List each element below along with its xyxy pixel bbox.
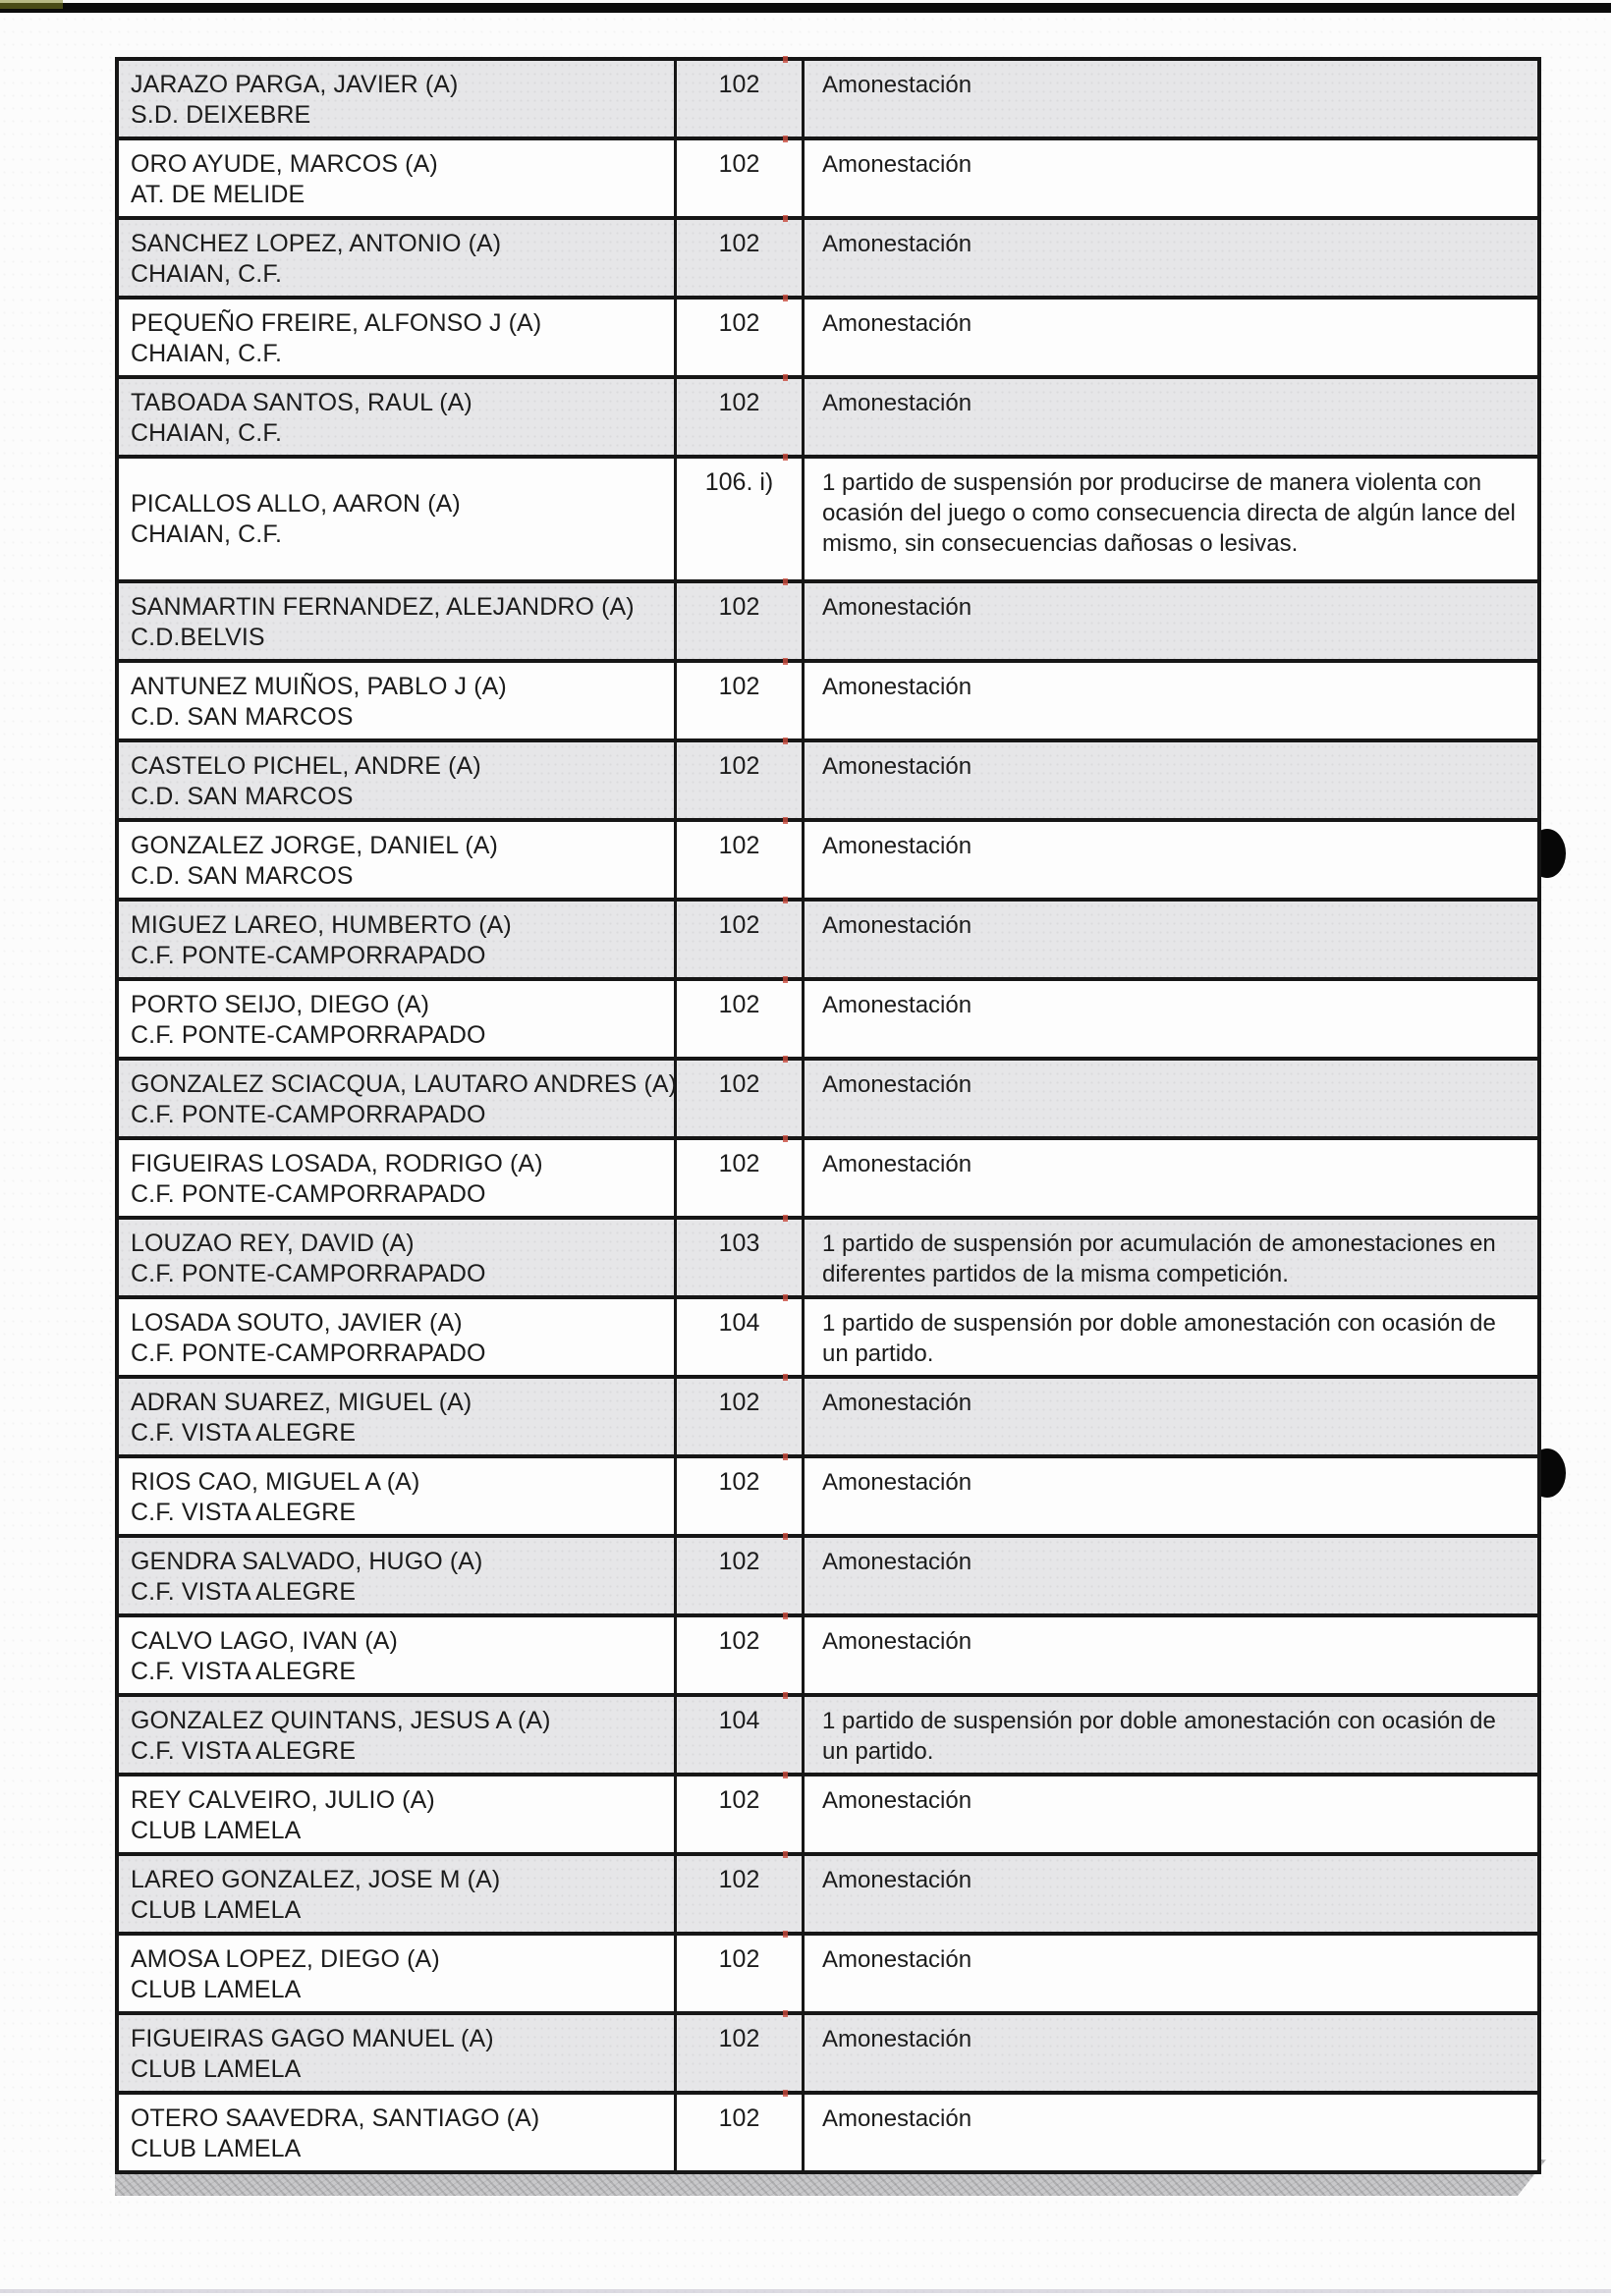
table-row: [119, 220, 1537, 300]
table-row: [119, 1856, 1537, 1936]
table-row: [119, 459, 1537, 583]
sanction-text: 1 partido de suspensión por doble amonestación con ocasión de un partido.: [802, 1299, 1537, 1375]
table-row: [119, 379, 1537, 459]
player-cell: [119, 742, 674, 818]
player-cell: [119, 1856, 674, 1932]
player-name: FIGUEIRAS LOSADA, RODRIGO (A): [131, 1150, 543, 1177]
sanction-text: Amonestación: [802, 220, 1537, 296]
article-code: 102: [674, 1061, 802, 1136]
table-row: [119, 1777, 1537, 1856]
scan-bottom-edge-artifact: [0, 2289, 1611, 2293]
club-name: CLUB LAMELA: [131, 1896, 302, 1924]
scan-top-bar-tint-artifact: [0, 0, 63, 9]
article-code: 102: [674, 61, 802, 137]
player-cell: [119, 2015, 674, 2091]
player-cell: [119, 663, 674, 738]
article-code: 102: [674, 902, 802, 977]
player-name: OTERO SAAVEDRA, SANTIAGO (A): [131, 2105, 540, 2132]
player-cell: [119, 1777, 674, 1852]
table-row: [119, 1220, 1537, 1299]
player-name: LOSADA SOUTO, JAVIER (A): [131, 1309, 463, 1337]
table-row: [119, 61, 1537, 140]
club-name: S.D. DEIXEBRE: [131, 101, 311, 129]
player-cell: [119, 140, 674, 216]
player-cell: [119, 1538, 674, 1613]
sanction-text: Amonestación: [802, 2095, 1537, 2170]
table-row: [119, 902, 1537, 981]
sanction-text: Amonestación: [802, 140, 1537, 216]
player-name: ADRAN SUAREZ, MIGUEL (A): [131, 1389, 472, 1416]
player-name: TABOADA SANTOS, RAUL (A): [131, 389, 472, 416]
table-row: [119, 663, 1537, 742]
article-code: 102: [674, 981, 802, 1057]
article-code: 102: [674, 140, 802, 216]
player-cell: [119, 2095, 674, 2170]
sanction-text: Amonestación: [802, 742, 1537, 818]
player-cell: [119, 220, 674, 296]
table-row: [119, 583, 1537, 663]
article-code: 102: [674, 1777, 802, 1852]
sanctions-table: [115, 57, 1541, 2174]
sanction-text: Amonestación: [802, 1061, 1537, 1136]
player-name: RIOS CAO, MIGUEL A (A): [131, 1468, 420, 1496]
scan-top-bar-artifact: [0, 3, 1611, 13]
club-name: C.F. PONTE-CAMPORRAPADO: [131, 942, 486, 969]
club-name: C.F. PONTE-CAMPORRAPADO: [131, 1180, 486, 1208]
club-name: C.F. PONTE-CAMPORRAPADO: [131, 1260, 486, 1287]
club-name: C.F. PONTE-CAMPORRAPADO: [131, 1339, 486, 1367]
sanction-text: Amonestación: [802, 981, 1537, 1057]
sanction-text: Amonestación: [802, 583, 1537, 659]
player-name: CALVO LAGO, IVAN (A): [131, 1627, 398, 1655]
club-name: CLUB LAMELA: [131, 2135, 302, 2162]
player-name: GONZALEZ SCIACQUA, LAUTARO ANDRES (A): [131, 1070, 678, 1098]
player-cell: [119, 1220, 674, 1295]
player-cell: [119, 1697, 674, 1773]
club-name: C.D.BELVIS: [131, 624, 265, 651]
player-cell: [119, 1936, 674, 2011]
player-cell: [119, 822, 674, 898]
table-row: [119, 1061, 1537, 1140]
player-name: FIGUEIRAS GAGO MANUEL (A): [131, 2025, 494, 2052]
club-name: C.D. SAN MARCOS: [131, 703, 354, 731]
player-name: SANMARTIN FERNANDEZ, ALEJANDRO (A): [131, 593, 635, 621]
article-code: 102: [674, 583, 802, 659]
club-name: C.F. VISTA ALEGRE: [131, 1499, 357, 1526]
sanction-text: Amonestación: [802, 379, 1537, 455]
club-name: CHAIAN, C.F.: [131, 260, 282, 288]
article-code: 102: [674, 379, 802, 455]
club-name: C.F. PONTE-CAMPORRAPADO: [131, 1021, 486, 1049]
article-code: 102: [674, 1936, 802, 2011]
sanction-text: Amonestación: [802, 902, 1537, 977]
article-code: 103: [674, 1220, 802, 1295]
article-code: 104: [674, 1697, 802, 1773]
sanction-text: 1 partido de suspensión por acumulación de amonestaciones en diferentes partidos de la misma competición.: [802, 1220, 1537, 1295]
article-code: 106. i): [674, 459, 802, 579]
player-name: ANTUNEZ MUIÑOS, PABLO J (A): [131, 673, 507, 700]
table-row: [119, 1617, 1537, 1697]
club-name: C.F. PONTE-CAMPORRAPADO: [131, 1101, 486, 1128]
player-name: PEQUEÑO FREIRE, ALFONSO J (A): [131, 309, 542, 337]
club-name: C.F. VISTA ALEGRE: [131, 1578, 357, 1606]
article-code: 102: [674, 1538, 802, 1613]
table-row: [119, 1538, 1537, 1617]
player-name: GONZALEZ JORGE, DANIEL (A): [131, 832, 498, 859]
player-cell: [119, 1617, 674, 1693]
player-cell: [119, 379, 674, 455]
club-name: CLUB LAMELA: [131, 1817, 302, 1844]
table-row: [119, 1379, 1537, 1458]
sanction-text: Amonestación: [802, 1856, 1537, 1932]
player-name: GENDRA SALVADO, HUGO (A): [131, 1548, 483, 1575]
player-name: REY CALVEIRO, JULIO (A): [131, 1786, 435, 1814]
article-code: 102: [674, 2095, 802, 2170]
player-cell: [119, 1299, 674, 1375]
club-name: C.F. VISTA ALEGRE: [131, 1658, 357, 1685]
club-name: C.F. VISTA ALEGRE: [131, 1737, 357, 1765]
club-name: CHAIAN, C.F.: [131, 419, 282, 447]
table-row: [119, 822, 1537, 902]
sanction-text: Amonestación: [802, 1936, 1537, 2011]
article-code: 102: [674, 2015, 802, 2091]
player-name: JARAZO PARGA, JAVIER (A): [131, 71, 459, 98]
sanction-text: Amonestación: [802, 1379, 1537, 1454]
article-code: 102: [674, 822, 802, 898]
player-name: CASTELO PICHEL, ANDRE (A): [131, 752, 481, 780]
sanction-text: Amonestación: [802, 1617, 1537, 1693]
club-name: CHAIAN, C.F.: [131, 340, 282, 367]
sanction-text: 1 partido de suspensión por doble amonestación con ocasión de un partido.: [802, 1697, 1537, 1773]
player-name: SANCHEZ LOPEZ, ANTONIO (A): [131, 230, 502, 257]
article-code: 102: [674, 1617, 802, 1693]
article-code: 102: [674, 220, 802, 296]
player-name: MIGUEZ LAREO, HUMBERTO (A): [131, 911, 512, 939]
player-cell: [119, 61, 674, 137]
table-row: [119, 2095, 1537, 2170]
sanction-text: Amonestación: [802, 300, 1537, 375]
club-name: C.D. SAN MARCOS: [131, 783, 354, 810]
player-name: PICALLOS ALLO, AARON (A): [131, 489, 461, 518]
player-name: ORO AYUDE, MARCOS (A): [131, 150, 438, 178]
sanction-text: Amonestación: [802, 61, 1537, 137]
player-cell: [119, 1379, 674, 1454]
club-name: CLUB LAMELA: [131, 1976, 302, 2003]
sanction-text: Amonestación: [802, 663, 1537, 738]
sanction-text: Amonestación: [802, 1538, 1537, 1613]
table-row: [119, 1299, 1537, 1379]
article-code: 102: [674, 663, 802, 738]
sanction-text: Amonestación: [802, 1140, 1537, 1216]
table-row: [119, 742, 1537, 822]
club-name: C.D. SAN MARCOS: [131, 862, 354, 890]
player-cell: [119, 902, 674, 977]
table-row: [119, 2015, 1537, 2095]
article-code: 102: [674, 1856, 802, 1932]
article-code: 102: [674, 1140, 802, 1216]
club-name: CLUB LAMELA: [131, 2055, 302, 2083]
player-cell: [119, 300, 674, 375]
club-name: CHAIAN, C.F.: [131, 519, 282, 548]
table-row: [119, 1697, 1537, 1777]
player-cell: [119, 583, 674, 659]
table-row: [119, 1458, 1537, 1538]
article-code: 102: [674, 742, 802, 818]
sanction-text: Amonestación: [802, 1777, 1537, 1852]
table-row: [119, 1936, 1537, 2015]
player-name: GONZALEZ QUINTANS, JESUS A (A): [131, 1707, 551, 1734]
sanction-text: Amonestación: [802, 2015, 1537, 2091]
player-cell: [119, 1140, 674, 1216]
player-cell: [119, 459, 674, 579]
sanction-text: Amonestación: [802, 822, 1537, 898]
player-cell: [119, 1061, 678, 1136]
article-code: 104: [674, 1299, 802, 1375]
table-row: [119, 300, 1537, 379]
article-code: 102: [674, 1379, 802, 1454]
player-cell: [119, 1458, 674, 1534]
player-cell: [119, 981, 674, 1057]
sanction-text: Amonestación: [802, 1458, 1537, 1534]
article-code: 102: [674, 1458, 802, 1534]
sanction-text: 1 partido de suspensión por producirse de manera violenta con ocasión del juego o como consecuencia directa de algún lance del mismo, sin consecuencias dañosas o lesivas.: [802, 459, 1537, 579]
club-name: C.F. VISTA ALEGRE: [131, 1419, 357, 1447]
club-name: AT. DE MELIDE: [131, 181, 306, 208]
table-row: [119, 981, 1537, 1061]
sanctions-table-body: [119, 61, 1537, 2170]
article-code: 102: [674, 300, 802, 375]
player-name: PORTO SEIJO, DIEGO (A): [131, 991, 430, 1018]
player-name: LAREO GONZALEZ, JOSE M (A): [131, 1866, 501, 1893]
player-name: AMOSA LOPEZ, DIEGO (A): [131, 1945, 440, 1973]
table-row: [119, 140, 1537, 220]
player-name: LOUZAO REY, DAVID (A): [131, 1230, 415, 1257]
table-row: [119, 1140, 1537, 1220]
